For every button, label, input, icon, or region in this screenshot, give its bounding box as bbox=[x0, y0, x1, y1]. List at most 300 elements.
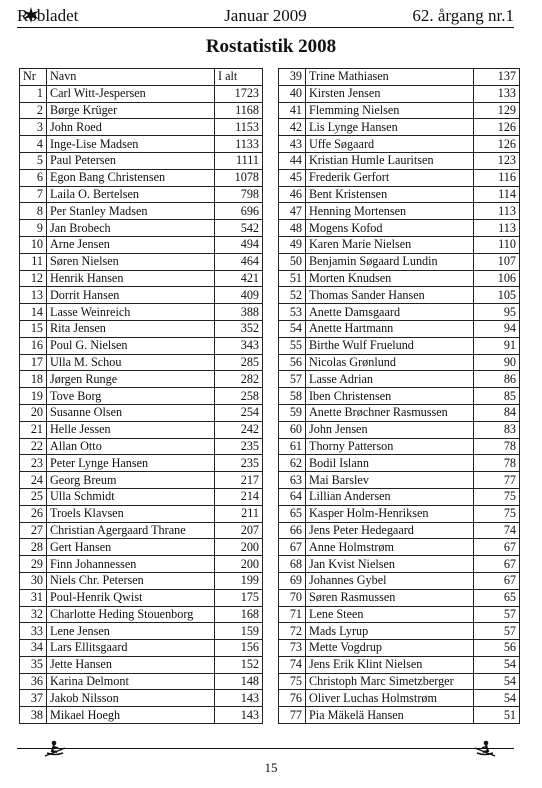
row-number: 45 bbox=[279, 169, 306, 186]
row-total: 1168 bbox=[215, 102, 263, 119]
row-number: 23 bbox=[20, 455, 47, 472]
row-name: Georg Breum bbox=[47, 472, 215, 489]
row-name: Mads Lyrup bbox=[306, 623, 474, 640]
row-total: 254 bbox=[215, 404, 263, 421]
table-row bbox=[279, 354, 520, 371]
row-name: Lillian Andersen bbox=[306, 488, 474, 505]
row-number: 43 bbox=[279, 136, 306, 153]
page-title: Rostatistik 2008 bbox=[205, 36, 337, 57]
row-total: 105 bbox=[474, 287, 520, 304]
row-total: 211 bbox=[215, 505, 263, 522]
row-total: 67 bbox=[474, 556, 520, 573]
row-name: Anette Damsgaard bbox=[306, 304, 474, 321]
row-number: 17 bbox=[20, 354, 47, 371]
table-row bbox=[20, 488, 263, 505]
row-number: 39 bbox=[279, 69, 306, 86]
row-total: 56 bbox=[474, 640, 520, 657]
table-row bbox=[279, 102, 520, 119]
table-row bbox=[20, 169, 263, 186]
row-name: Lasse Adrian bbox=[306, 371, 474, 388]
row-total: 388 bbox=[215, 304, 263, 321]
row-name: Birthe Wulf Fruelund bbox=[306, 337, 474, 354]
row-number: 51 bbox=[279, 270, 306, 287]
table-row bbox=[20, 438, 263, 455]
row-total: 74 bbox=[474, 522, 520, 539]
row-name: Tove Borg bbox=[47, 388, 215, 405]
table-row bbox=[20, 85, 263, 102]
row-number: 12 bbox=[20, 270, 47, 287]
row-total: 143 bbox=[215, 707, 263, 724]
row-total: 133 bbox=[474, 85, 520, 102]
row-number: 76 bbox=[279, 690, 306, 707]
table-row bbox=[279, 236, 520, 253]
row-name: Jan Kvist Nielsen bbox=[306, 556, 474, 573]
table-row bbox=[279, 505, 520, 522]
table-row bbox=[279, 572, 520, 589]
row-total: 343 bbox=[215, 337, 263, 354]
row-number: 77 bbox=[279, 707, 306, 724]
row-total: 67 bbox=[474, 572, 520, 589]
col-nr-header: Nr bbox=[20, 69, 47, 86]
row-number: 32 bbox=[20, 606, 47, 623]
row-total: 696 bbox=[215, 203, 263, 220]
row-total: 91 bbox=[474, 337, 520, 354]
row-number: 67 bbox=[279, 539, 306, 556]
row-total: 175 bbox=[215, 589, 263, 606]
row-name: Henrik Hansen bbox=[47, 270, 215, 287]
table-row bbox=[20, 287, 263, 304]
table-row bbox=[279, 623, 520, 640]
row-name: Kasper Holm-Henriksen bbox=[306, 505, 474, 522]
row-name: Thomas Sander Hansen bbox=[306, 287, 474, 304]
table-row bbox=[279, 472, 520, 489]
row-name: Gert Hansen bbox=[47, 539, 215, 556]
row-number: 31 bbox=[20, 589, 47, 606]
row-number: 6 bbox=[20, 169, 47, 186]
table-row bbox=[279, 186, 520, 203]
row-name: John Jensen bbox=[306, 421, 474, 438]
row-number: 46 bbox=[279, 186, 306, 203]
row-name: Mai Barslev bbox=[306, 472, 474, 489]
table-row bbox=[20, 472, 263, 489]
row-total: 409 bbox=[215, 287, 263, 304]
table-row bbox=[279, 455, 520, 472]
row-number: 41 bbox=[279, 102, 306, 119]
row-name: Egon Bang Christensen bbox=[47, 169, 215, 186]
row-total: 51 bbox=[474, 707, 520, 724]
row-number: 47 bbox=[279, 203, 306, 220]
table-row bbox=[20, 388, 263, 405]
table-row bbox=[20, 572, 263, 589]
row-total: 126 bbox=[474, 136, 520, 153]
row-name: Lars Ellitsgaard bbox=[47, 640, 215, 657]
table-row bbox=[279, 640, 520, 657]
table-row bbox=[279, 388, 520, 405]
row-name: Jens Peter Hedegaard bbox=[306, 522, 474, 539]
header-rule bbox=[17, 27, 514, 28]
rower-icon bbox=[474, 740, 496, 758]
table-row bbox=[20, 707, 263, 724]
row-total: 75 bbox=[474, 505, 520, 522]
row-name: Dorrit Hansen bbox=[47, 287, 215, 304]
table-row bbox=[20, 690, 263, 707]
row-total: 258 bbox=[215, 388, 263, 405]
row-name: Karina Delmont bbox=[47, 673, 215, 690]
table-row bbox=[20, 589, 263, 606]
row-number: 18 bbox=[20, 371, 47, 388]
row-total: 148 bbox=[215, 673, 263, 690]
row-total: 207 bbox=[215, 522, 263, 539]
row-total: 116 bbox=[474, 169, 520, 186]
row-total: 106 bbox=[474, 270, 520, 287]
row-number: 40 bbox=[279, 85, 306, 102]
row-number: 48 bbox=[279, 220, 306, 237]
row-name: Carl Witt-Jespersen bbox=[47, 85, 215, 102]
row-number: 20 bbox=[20, 404, 47, 421]
row-total: 126 bbox=[474, 119, 520, 136]
row-number: 44 bbox=[279, 152, 306, 169]
header-issue: 62. årgang nr.1 bbox=[412, 6, 514, 25]
row-name: Lene Jensen bbox=[47, 623, 215, 640]
table-row bbox=[279, 673, 520, 690]
header-date: Januar 2009 bbox=[224, 6, 307, 25]
table-row bbox=[279, 707, 520, 724]
row-name: Frederik Gerfort bbox=[306, 169, 474, 186]
table-row bbox=[20, 623, 263, 640]
row-number: 3 bbox=[20, 119, 47, 136]
row-number: 7 bbox=[20, 186, 47, 203]
row-number: 68 bbox=[279, 556, 306, 573]
table-row bbox=[279, 220, 520, 237]
row-number: 59 bbox=[279, 404, 306, 421]
row-name: Jørgen Runge bbox=[47, 371, 215, 388]
table-row bbox=[20, 152, 263, 169]
row-number: 42 bbox=[279, 119, 306, 136]
row-number: 1 bbox=[20, 85, 47, 102]
row-name: Jan Brobech bbox=[47, 220, 215, 237]
row-total: 282 bbox=[215, 371, 263, 388]
table-header-row bbox=[20, 69, 263, 86]
row-name: Rita Jensen bbox=[47, 320, 215, 337]
row-number: 37 bbox=[20, 690, 47, 707]
row-name: Lasse Weinreich bbox=[47, 304, 215, 321]
row-total: 78 bbox=[474, 455, 520, 472]
table-row bbox=[279, 589, 520, 606]
row-name: Arne Jensen bbox=[47, 236, 215, 253]
row-number: 9 bbox=[20, 220, 47, 237]
table-row bbox=[20, 304, 263, 321]
row-name: Thorny Patterson bbox=[306, 438, 474, 455]
row-total: 85 bbox=[474, 388, 520, 405]
row-name: Allan Otto bbox=[47, 438, 215, 455]
table-row bbox=[20, 421, 263, 438]
table-row bbox=[279, 85, 520, 102]
row-number: 26 bbox=[20, 505, 47, 522]
row-number: 25 bbox=[20, 488, 47, 505]
row-total: 156 bbox=[215, 640, 263, 657]
row-name: Anette Hartmann bbox=[306, 320, 474, 337]
row-total: 54 bbox=[474, 673, 520, 690]
row-name: Henning Mortensen bbox=[306, 203, 474, 220]
table-row bbox=[20, 186, 263, 203]
row-total: 542 bbox=[215, 220, 263, 237]
table-row bbox=[20, 371, 263, 388]
row-total: 235 bbox=[215, 438, 263, 455]
row-name: Iben Christensen bbox=[306, 388, 474, 405]
row-name: Paul Petersen bbox=[47, 152, 215, 169]
row-total: 199 bbox=[215, 572, 263, 589]
row-name: Karen Marie Nielsen bbox=[306, 236, 474, 253]
row-total: 152 bbox=[215, 656, 263, 673]
table-row bbox=[279, 169, 520, 186]
row-number: 57 bbox=[279, 371, 306, 388]
row-total: 1111 bbox=[215, 152, 263, 169]
footer-rule bbox=[17, 748, 514, 749]
row-number: 73 bbox=[279, 640, 306, 657]
row-total: 110 bbox=[474, 236, 520, 253]
table-row bbox=[20, 606, 263, 623]
table-body-right bbox=[279, 69, 520, 724]
table-row bbox=[279, 556, 520, 573]
table-row bbox=[20, 220, 263, 237]
table-row bbox=[279, 203, 520, 220]
row-total: 235 bbox=[215, 455, 263, 472]
row-name: Jette Hansen bbox=[47, 656, 215, 673]
table-row bbox=[279, 304, 520, 321]
row-total: 168 bbox=[215, 606, 263, 623]
row-total: 95 bbox=[474, 304, 520, 321]
row-number: 36 bbox=[20, 673, 47, 690]
row-name: Mogens Kofod bbox=[306, 220, 474, 237]
row-total: 285 bbox=[215, 354, 263, 371]
table-row bbox=[20, 119, 263, 136]
row-number: 55 bbox=[279, 337, 306, 354]
row-name: Søren Rasmussen bbox=[306, 589, 474, 606]
table-row bbox=[279, 404, 520, 421]
table-row bbox=[20, 320, 263, 337]
row-total: 1153 bbox=[215, 119, 263, 136]
table-row bbox=[279, 253, 520, 270]
row-number: 72 bbox=[279, 623, 306, 640]
row-number: 50 bbox=[279, 253, 306, 270]
table-row bbox=[279, 320, 520, 337]
row-number: 58 bbox=[279, 388, 306, 405]
row-number: 49 bbox=[279, 236, 306, 253]
table-row bbox=[20, 640, 263, 657]
stats-table-right bbox=[278, 68, 520, 724]
table-body-left bbox=[20, 85, 263, 723]
row-total: 78 bbox=[474, 438, 520, 455]
table-row bbox=[20, 556, 263, 573]
table-row bbox=[279, 119, 520, 136]
row-total: 114 bbox=[474, 186, 520, 203]
row-number: 64 bbox=[279, 488, 306, 505]
row-name: Niels Chr. Petersen bbox=[47, 572, 215, 589]
row-name: Johannes Gybel bbox=[306, 572, 474, 589]
row-name: Ulla Schmidt bbox=[47, 488, 215, 505]
row-total: 137 bbox=[474, 69, 520, 86]
row-name: Søren Nielsen bbox=[47, 253, 215, 270]
row-total: 67 bbox=[474, 539, 520, 556]
stats-table-left bbox=[19, 68, 263, 724]
row-number: 8 bbox=[20, 203, 47, 220]
row-name: Jens Erik Klint Nielsen bbox=[306, 656, 474, 673]
row-number: 63 bbox=[279, 472, 306, 489]
row-name: Charlotte Heding Stouenborg bbox=[47, 606, 215, 623]
row-number: 28 bbox=[20, 539, 47, 556]
table-row bbox=[279, 136, 520, 153]
row-name: Laila O. Bertelsen bbox=[47, 186, 215, 203]
table-row bbox=[279, 152, 520, 169]
row-total: 464 bbox=[215, 253, 263, 270]
row-number: 66 bbox=[279, 522, 306, 539]
row-total: 123 bbox=[474, 152, 520, 169]
row-number: 13 bbox=[20, 287, 47, 304]
row-number: 56 bbox=[279, 354, 306, 371]
row-name: Peter Lynge Hansen bbox=[47, 455, 215, 472]
col-name-header: Navn bbox=[47, 69, 215, 86]
row-name: Trine Mathiasen bbox=[306, 69, 474, 86]
table-row bbox=[20, 102, 263, 119]
table-row bbox=[20, 505, 263, 522]
row-number: 5 bbox=[20, 152, 47, 169]
row-total: 1723 bbox=[215, 85, 263, 102]
row-name: Susanne Olsen bbox=[47, 404, 215, 421]
row-total: 214 bbox=[215, 488, 263, 505]
row-number: 34 bbox=[20, 640, 47, 657]
table-row bbox=[20, 136, 263, 153]
row-total: 90 bbox=[474, 354, 520, 371]
row-name: Helle Jessen bbox=[47, 421, 215, 438]
row-number: 22 bbox=[20, 438, 47, 455]
row-name: Morten Knudsen bbox=[306, 270, 474, 287]
row-total: 84 bbox=[474, 404, 520, 421]
row-total: 54 bbox=[474, 656, 520, 673]
row-total: 107 bbox=[474, 253, 520, 270]
row-name: Børge Krüger bbox=[47, 102, 215, 119]
row-total: 113 bbox=[474, 203, 520, 220]
row-total: 200 bbox=[215, 556, 263, 573]
row-name: Flemming Nielsen bbox=[306, 102, 474, 119]
row-name: Per Stanley Madsen bbox=[47, 203, 215, 220]
row-name: Lis Lynge Hansen bbox=[306, 119, 474, 136]
row-number: 74 bbox=[279, 656, 306, 673]
row-number: 61 bbox=[279, 438, 306, 455]
row-number: 33 bbox=[20, 623, 47, 640]
table-row bbox=[20, 404, 263, 421]
row-name: Mikael Hoegh bbox=[47, 707, 215, 724]
row-name: Nicolas Grønlund bbox=[306, 354, 474, 371]
row-total: 242 bbox=[215, 421, 263, 438]
row-total: 65 bbox=[474, 589, 520, 606]
row-number: 75 bbox=[279, 673, 306, 690]
row-name: Poul G. Nielsen bbox=[47, 337, 215, 354]
row-total: 798 bbox=[215, 186, 263, 203]
table-row bbox=[279, 287, 520, 304]
page-number: 15 bbox=[264, 760, 278, 775]
row-name: Bodil Islann bbox=[306, 455, 474, 472]
table-row bbox=[279, 488, 520, 505]
row-total: 83 bbox=[474, 421, 520, 438]
table-row bbox=[279, 539, 520, 556]
table-row bbox=[279, 270, 520, 287]
table-row bbox=[279, 656, 520, 673]
row-name: Kristian Humle Lauritsen bbox=[306, 152, 474, 169]
row-number: 30 bbox=[20, 572, 47, 589]
row-total: 94 bbox=[474, 320, 520, 337]
table-row bbox=[279, 438, 520, 455]
row-name: Benjamin Søgaard Lundin bbox=[306, 253, 474, 270]
row-total: 75 bbox=[474, 488, 520, 505]
row-number: 11 bbox=[20, 253, 47, 270]
col-total-header: I alt bbox=[215, 69, 263, 86]
row-name: Uffe Søgaard bbox=[306, 136, 474, 153]
row-name: Lene Steen bbox=[306, 606, 474, 623]
row-number: 14 bbox=[20, 304, 47, 321]
table-row bbox=[20, 337, 263, 354]
row-total: 113 bbox=[474, 220, 520, 237]
table-row bbox=[279, 371, 520, 388]
row-number: 15 bbox=[20, 320, 47, 337]
table-row bbox=[279, 337, 520, 354]
table-row bbox=[279, 69, 520, 86]
table-row bbox=[20, 656, 263, 673]
row-number: 60 bbox=[279, 421, 306, 438]
table-row bbox=[20, 539, 263, 556]
row-number: 21 bbox=[20, 421, 47, 438]
row-number: 70 bbox=[279, 589, 306, 606]
row-total: 217 bbox=[215, 472, 263, 489]
row-total: 1133 bbox=[215, 136, 263, 153]
row-name: Kirsten Jensen bbox=[306, 85, 474, 102]
row-number: 27 bbox=[20, 522, 47, 539]
row-name: Poul-Henrik Qwist bbox=[47, 589, 215, 606]
row-total: 494 bbox=[215, 236, 263, 253]
table-row bbox=[20, 270, 263, 287]
row-total: 54 bbox=[474, 690, 520, 707]
row-number: 35 bbox=[20, 656, 47, 673]
row-number: 19 bbox=[20, 388, 47, 405]
row-number: 71 bbox=[279, 606, 306, 623]
row-number: 16 bbox=[20, 337, 47, 354]
row-number: 65 bbox=[279, 505, 306, 522]
row-total: 159 bbox=[215, 623, 263, 640]
rower-icon bbox=[44, 740, 66, 758]
row-total: 143 bbox=[215, 690, 263, 707]
row-number: 29 bbox=[20, 556, 47, 573]
table-row bbox=[20, 522, 263, 539]
row-total: 352 bbox=[215, 320, 263, 337]
row-number: 54 bbox=[279, 320, 306, 337]
page-header bbox=[17, 6, 514, 28]
row-total: 421 bbox=[215, 270, 263, 287]
row-name: Inge-Lise Madsen bbox=[47, 136, 215, 153]
row-total: 77 bbox=[474, 472, 520, 489]
row-name: Troels Klavsen bbox=[47, 505, 215, 522]
row-number: 62 bbox=[279, 455, 306, 472]
row-number: 52 bbox=[279, 287, 306, 304]
row-total: 57 bbox=[474, 623, 520, 640]
table-row bbox=[279, 690, 520, 707]
row-number: 38 bbox=[20, 707, 47, 724]
row-number: 69 bbox=[279, 572, 306, 589]
row-name: Pia Mäkelä Hansen bbox=[306, 707, 474, 724]
table-row bbox=[20, 236, 263, 253]
table-row bbox=[20, 253, 263, 270]
table-row bbox=[20, 203, 263, 220]
row-name: Ulla M. Schou bbox=[47, 354, 215, 371]
table-row bbox=[20, 455, 263, 472]
